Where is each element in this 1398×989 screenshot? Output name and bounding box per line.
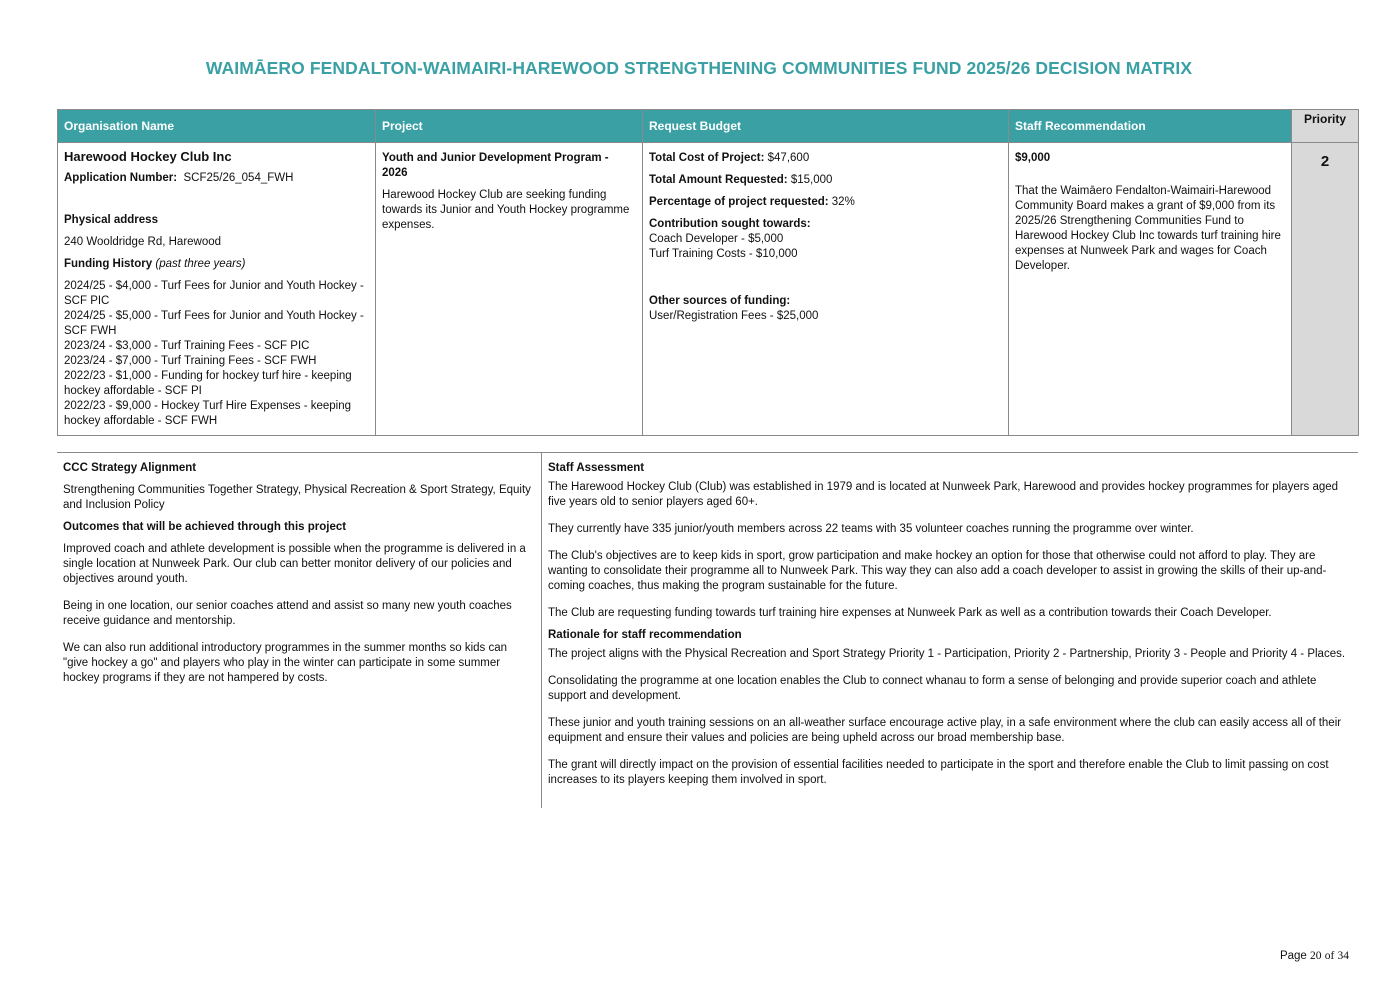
assessment-column	[548, 461, 1353, 788]
funding-history-item: 2022/23 - $9,000 - Hockey Turf Hire Expenses - keeping hockey affordable - SCF FWH	[64, 400, 352, 427]
total-cost-value: $47,600	[767, 152, 810, 164]
decision-matrix-table	[57, 109, 1359, 436]
page-label: Page	[1279, 950, 1307, 962]
priority-cell	[1292, 143, 1359, 436]
header-priority: Priority	[1292, 110, 1359, 143]
page-title: WAIMĀERO FENDALTON-WAIMAIRI-HAREWOOD STRENGTHENING COMMUNITIES FUND 2025/26 DECISION MATRIX	[205, 58, 1193, 78]
funding-history-note: (past three years)	[155, 258, 246, 270]
contribution-list	[649, 232, 1002, 262]
organisation-name: Harewood Hockey Club Inc	[64, 149, 232, 164]
assessment-heading: Staff Assessment	[548, 462, 645, 474]
percentage-requested-value: 32%	[831, 196, 855, 208]
funding-history-label: Funding History	[64, 258, 153, 270]
outcomes-heading: Outcomes that will be achieved through this project	[63, 521, 347, 533]
priority-value: 2	[1320, 153, 1330, 170]
amount-requested-label: Total Amount Requested:	[649, 174, 788, 186]
contribution-label: Contribution sought towards:	[649, 218, 811, 230]
other-funding-list	[649, 309, 1002, 324]
page-total: 34	[1337, 950, 1349, 962]
contribution-item: Coach Developer - $5,000	[649, 233, 784, 245]
organisation-cell	[58, 143, 376, 436]
total-cost-label: Total Cost of Project:	[649, 152, 765, 164]
rationale-paragraph: The project aligns with the Physical Recreation and Sport Strategy Priority 1 - Participation, Priority 2 - Partnership, Priority 3 - People and Priority 4 - Places.	[548, 648, 1346, 660]
header-request-budget: Request Budget	[643, 110, 1009, 143]
recommended-amount: $9,000	[1015, 152, 1051, 164]
total-cost	[649, 151, 1002, 166]
assessment-paragraph: The Harewood Hockey Club (Club) was established in 1979 and is located at Nunweek Park, Harewood and provides hockey programmes for players aged five years old to senior players aged 60+.	[548, 481, 1339, 508]
table-header-row	[58, 110, 1359, 143]
assessment-paragraph: The Club's objectives are to keep kids in sport, grow participation and make hockey an option for those that otherwise could not afford to play. They are wanting to consolidate their programme all to Nunweek Park. This way they can also add a coach developer to assist in growing the skills of their up-and-coming coaches, thus making the program sustainable for the future.	[548, 550, 1327, 592]
header-project: Project	[376, 110, 643, 143]
amount-requested-value: $15,000	[790, 174, 833, 186]
application-number-value: SCF25/26_054_FWH	[183, 172, 294, 184]
page-footer	[1280, 950, 1349, 962]
application-number	[64, 171, 369, 186]
strategy-outcomes-column	[63, 461, 533, 686]
table-row	[58, 143, 1359, 436]
application-number-label: Application Number:	[64, 172, 178, 184]
header-staff-recommendation: Staff Recommendation	[1009, 110, 1292, 143]
strategy-text: Strengthening Communities Together Strategy, Physical Recreation & Sport Strategy, Equity and Inclusion Policy	[63, 484, 531, 511]
contribution-item: Turf Training Costs - $10,000	[649, 248, 798, 260]
column-divider	[541, 453, 542, 808]
funding-history-item: 2024/25 - $5,000 - Turf Fees for Junior and Youth Hockey - SCF FWH	[64, 310, 364, 337]
page-of-label: of	[1324, 950, 1335, 962]
outcomes-paragraph: Improved coach and athlete development is possible when the programme is delivered in a single location at Nunweek Park. Our club can better monitor delivery of our policies and objectives around youth.	[63, 543, 526, 585]
rationale-paragraph: The grant will directly impact on the provision of essential facilities needed to participate in the sport and therefore enable the Club to limit passing on cost increases to its players keeping them involved in sport.	[548, 759, 1329, 786]
funding-history-item: 2022/23 - $1,000 - Funding for hockey turf hire - keeping hockey affordable - SCF PI	[64, 370, 352, 397]
budget-cell	[643, 143, 1009, 436]
percentage-requested-label: Percentage of project requested:	[649, 196, 829, 208]
rationale-heading: Rationale for staff recommendation	[548, 629, 742, 641]
other-funding-label: Other sources of funding:	[649, 295, 791, 307]
assessment-paragraph: They currently have 335 junior/youth members across 22 teams with 35 volunteer coaches running the programme over winter.	[548, 523, 1194, 535]
rationale-paragraph: These junior and youth training sessions on an all-weather surface encourage active play, in a safe environment where the club can easily access all of their equipment and ensure their values and policies are being upheld across our broad membership base.	[548, 717, 1342, 744]
assessment-paragraph: The Club are requesting funding towards turf training hire expenses at Nunweek Park as well as a contribution towards their Coach Developer.	[548, 607, 1272, 619]
page-number: 20	[1310, 950, 1322, 962]
project-cell	[376, 143, 643, 436]
physical-address: 240 Wooldridge Rd, Harewood	[64, 236, 222, 248]
other-funding-item: User/Registration Fees - $25,000	[649, 310, 819, 322]
project-description: Harewood Hockey Club are seeking funding towards its Junior and Youth Hockey programme expenses.	[382, 189, 630, 231]
recommendation-cell	[1009, 143, 1292, 436]
funding-history-heading	[64, 257, 369, 272]
funding-history-item: 2024/25 - $4,000 - Turf Fees for Junior and Youth Hockey - SCF PIC	[64, 280, 364, 307]
section-divider	[57, 452, 1358, 453]
percentage-requested	[649, 195, 1002, 210]
funding-history-item: 2023/24 - $3,000 - Turf Training Fees - SCF PIC	[64, 340, 310, 352]
funding-history-list	[64, 279, 369, 429]
funding-history-item: 2023/24 - $7,000 - Turf Training Fees - SCF FWH	[64, 355, 317, 367]
strategy-heading: CCC Strategy Alignment	[63, 462, 197, 474]
recommendation-text: That the Waimāero Fendalton-Waimairi-Harewood Community Board makes a grant of $9,000 from its 2025/26 Strengthening Communities Fund to Harewood Hockey Club Inc towards turf training hire expenses at Nunweek Park and wages for Coach Developer.	[1015, 185, 1281, 272]
outcomes-paragraph: Being in one location, our senior coaches attend and assist so many new youth coaches receive guidance and mentorship.	[63, 600, 512, 627]
amount-requested	[649, 173, 1002, 188]
project-name: Youth and Junior Development Program - 2026	[382, 152, 609, 179]
rationale-paragraph: Consolidating the programme at one location enables the Club to connect whanau to form a sense of belonging and provide superior coach and athlete support and development.	[548, 675, 1317, 702]
physical-address-label: Physical address	[64, 214, 158, 226]
outcomes-paragraph: We can also run additional introductory programmes in the summer months so kids can "give hockey a go" and players who play in the winter can participate in some summer hockey programs if they are not hampered by costs.	[63, 642, 508, 684]
header-organisation: Organisation Name	[58, 110, 376, 143]
